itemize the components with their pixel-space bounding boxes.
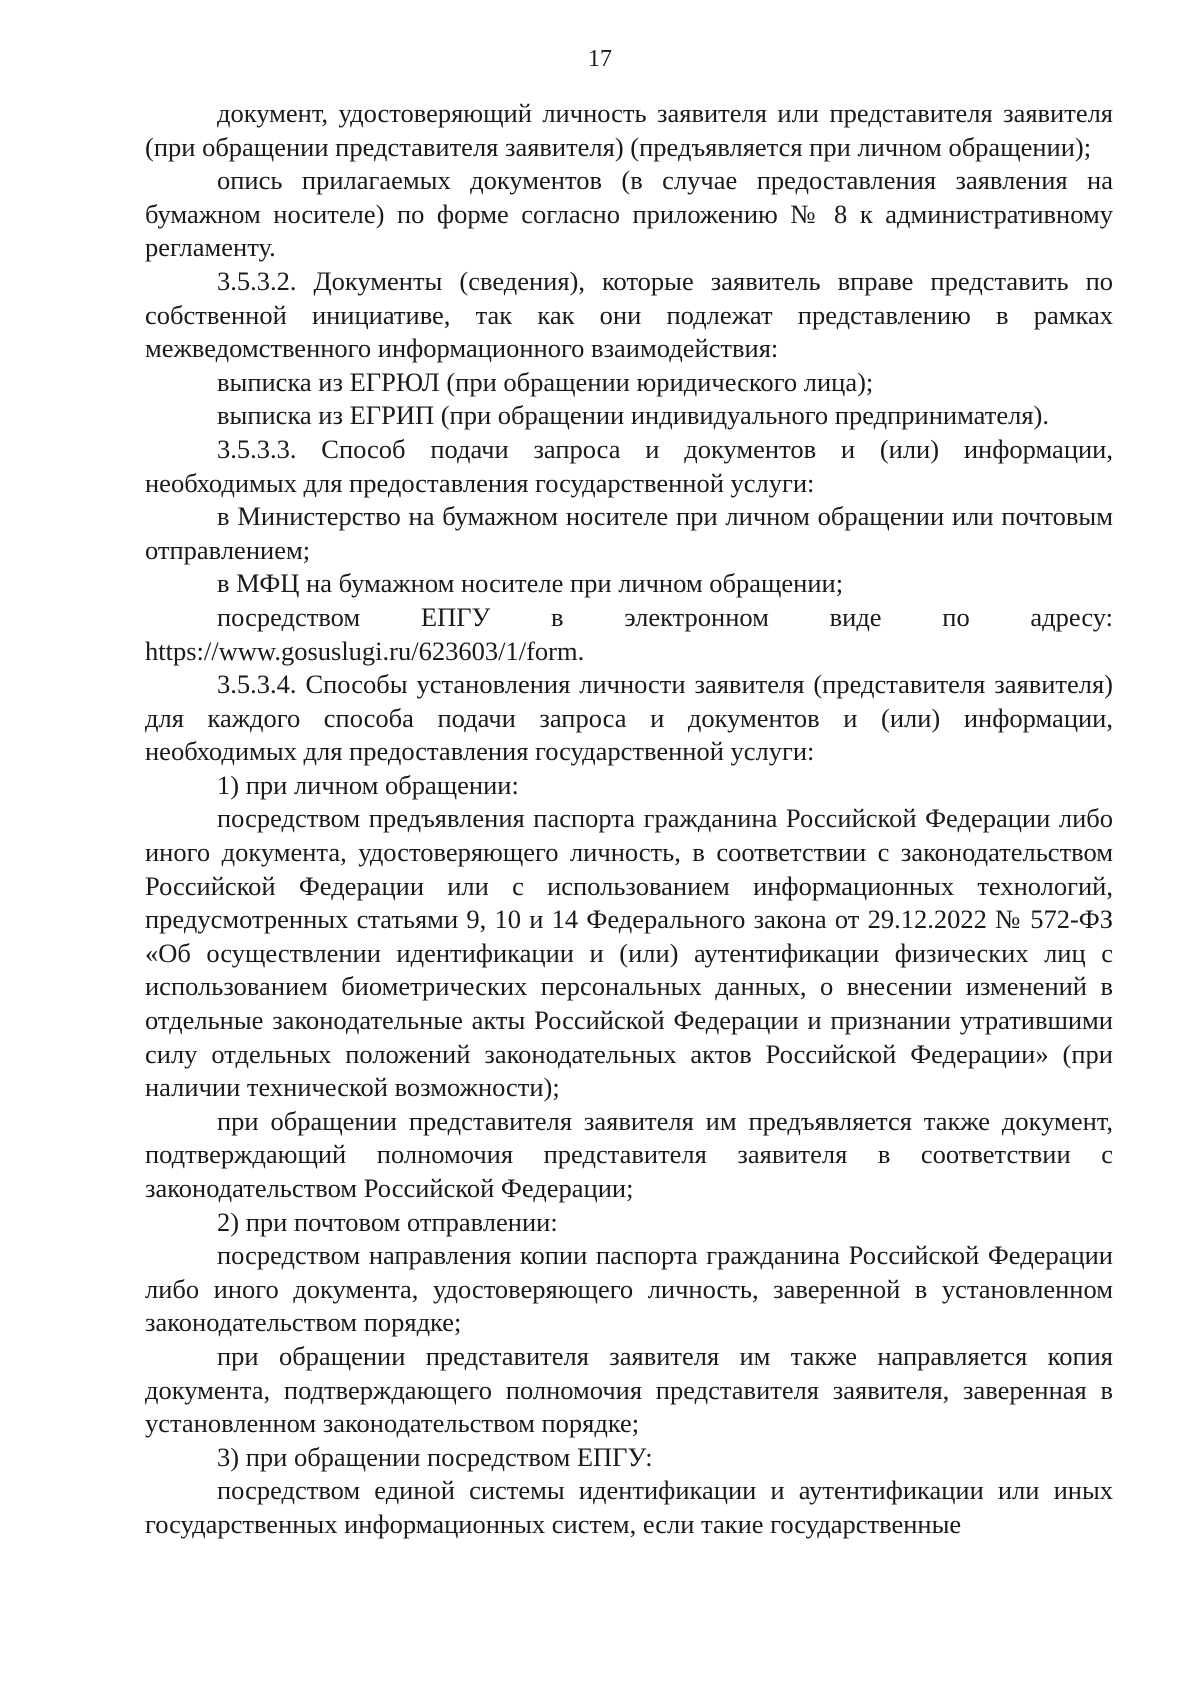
paragraph-3-5-3-2: 3.5.3.2. Документы (сведения), которые заявитель вправе представить по собственной инициативе, так как они подлежат представлению в рамках межведомственного информационного взаимодействия: bbox=[145, 265, 1113, 364]
paragraph-epgu-submission: посредством ЕПГУ в электронном виде по адресу: https://www.gosuslugi.ru/623603/1/form. bbox=[145, 601, 1113, 666]
document-body bbox=[145, 97, 1113, 1542]
paragraph-inventory: опись прилагаемых документов (в случае предоставления заявления на бумажном носителе) по форме согласно приложению № 8 к административному регламенту. bbox=[145, 165, 1113, 263]
paragraph-3-5-3-4: 3.5.3.4. Способы установления личности заявителя (представителя заявителя) для каждого способа подачи запроса и документов и (или) информации, необходимых для предоставления государственной услуги: bbox=[145, 669, 1113, 767]
paragraph-passport-copy: посредством направления копии паспорта гражданина Российской Федерации либо иного документа, удостоверяющего личность, заверенной в установленном законодательством порядке; bbox=[145, 1240, 1113, 1338]
page-number: 17 bbox=[588, 46, 612, 72]
paragraph-egrul-extract: выписка из ЕГРЮЛ (при обращении юридического лица); bbox=[217, 366, 874, 397]
paragraph-esia-identification: посредством единой системы идентификации и аутентификации или иных государственных информационных систем, если такие государственные bbox=[145, 1475, 1113, 1539]
paragraph-ministry-submission: в Министерство на бумажном носителе при личном обращении или почтовым отправлением; bbox=[145, 501, 1113, 565]
paragraph-passport-presentation: посредством предъявления паспорта гражданина Российской Федерации либо иного документа, удостоверяющего личность, в соответствии с законодательством Российской Федерации или с использованием информационных технологий, предусмотренных статьями 9, 10 и 14 Федерального закона от 29.12.2022 № 572-ФЗ «Об осуществлении идентификации и (или) аутентификации физических лиц с использованием биометрических персональных данных, о внесении изменений в отдельные законодательные акты Российской Федерации и признании утратившими силу отдельных положений законодательных актов Российской Федерации» (при наличии технической возможности); bbox=[145, 803, 1113, 1103]
paragraph-item-3-heading: 3) при обращении посредством ЕПГУ: bbox=[217, 1441, 653, 1472]
paragraph-representative-copy: при обращении представителя заявителя им также направляется копия документа, подтверждающего полномочия представителя заявителя, заверенная в установленном законодательством порядке; bbox=[145, 1340, 1113, 1439]
paragraph-representative-authority: при обращении представителя заявителя им предъявляется также документ, подтверждающий полномочия представителя заявителя в соответствии с законодательством Российской Федерации; bbox=[145, 1105, 1113, 1203]
paragraph-3-5-3-3: 3.5.3.3. Способ подачи запроса и документов и (или) информации, необходимых для предоставления государственной услуги: bbox=[145, 433, 1113, 498]
paragraph-egrip-extract: выписка из ЕГРИП (при обращении индивидуального предпринимателя). bbox=[217, 400, 1049, 431]
paragraph-identity-document: документ, удостоверяющий личность заявителя или представителя заявителя (при обращении представителя заявителя) (предъявляется при личном обращении); bbox=[145, 98, 1113, 162]
paragraph-mfc-submission: в МФЦ на бумажном носителе при личном обращении; bbox=[217, 568, 844, 599]
paragraph-item-2-heading: 2) при почтовом отправлении: bbox=[217, 1206, 558, 1237]
paragraph-item-1-heading: 1) при личном обращении: bbox=[217, 769, 519, 800]
